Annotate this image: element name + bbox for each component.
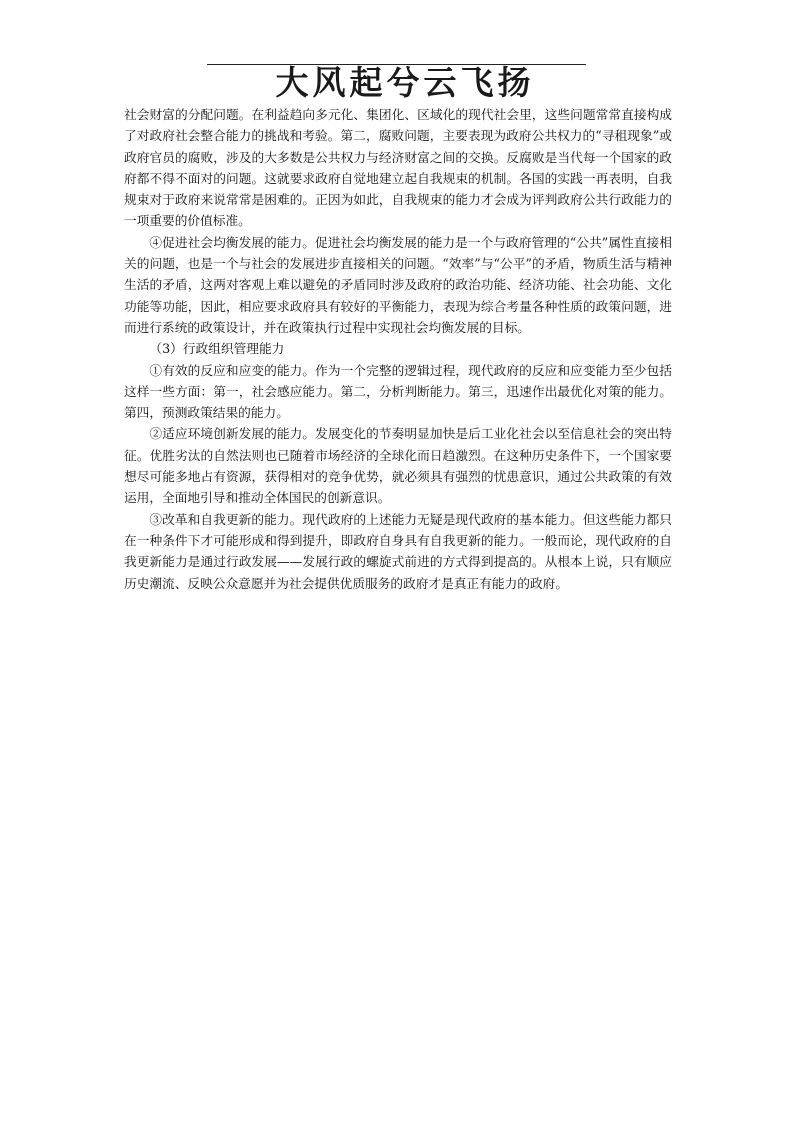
paragraph-item-3: ③改革和自我更新的能力。现代政府的上述能力无疑是现代政府的基本能力。但这些能力都只在一种条件下才可能形成和得到提升，即政府自身具有自我更新的能力。一般而论，现代政府的自我更新能力是通过行政发展——发展行政的螺旋式前进的方式得到提高的。从根本上说，只有顺应历史潮流、反映公众意愿并为社会提供优质服务的政府才是真正有能力的政府。 (124, 511, 672, 591)
paragraph-item-2: ②适应环境创新发展的能力。发展变化的节奏明显加快是后工业化社会以至信息社会的突出特征。优胜劣汰的自然法则也已随着市场经济的全球化而日趋激烈。在这种历史条件下，一个国家要想尽可能多地占有资源，获得相对的竞争优势，就必须具有强烈的忧患意识，通过公共政策的有效运用，全面地引导和推动全体国民的创新意识。 (124, 426, 672, 506)
header-title: 大风起兮云飞扬 (275, 63, 535, 102)
page-header (0, 0, 794, 104)
document-body (124, 104, 672, 594)
paragraph-item-1: ①有效的反应和应变的能力。作为一个完整的逻辑过程，现代政府的反应和应变能力至少包括这样一些方面：第一，社会感应能力。第二，分析判断能力。第三，迅速作出最优化对策的能力。第四，预测政策结果的能力。 (124, 362, 672, 421)
paragraph-continuation: 社会财富的分配问题。在利益趋向多元化、集团化、区域化的现代社会里，这些问题常常直接构成了对政府社会整合能力的挑战和考验。第二，腐败问题，主要表现为政府公共权力的“寻租现象”或政府官员的腐败，涉及的大多数是公共权力与经济财富之间的交换。反腐败是当代每一个国家的政府都不得不面对的问题。这就要求政府自觉地建立起自我规束的机制。各国的实践一再表明，自我规束对于政府来说常常是困难的。正因为如此，自我规束的能力才会成为评判政府公共行政能力的一项重要的价值标准。 (124, 107, 672, 229)
paragraph-item-4: ④促进社会均衡发展的能力。促进社会均衡发展的能力是一个与政府管理的“公共”属性直接相关的问题，也是一个与社会的发展进步直接相关的问题。“效率”与“公平”的矛盾，物质生活与精神生活的矛盾，这两对客观上难以避免的矛盾同时涉及政府的政治功能、经济功能、社会功能、文化功能等功能，因此，相应要求政府具有较好的平衡能力，表现为综合考量各种性质的政策问题，进而进行系统的政策设计，并在政策执行过程中实现社会均衡发展的目标。 (124, 234, 672, 335)
section-heading: （3）行政组织管理能力 (149, 341, 285, 357)
